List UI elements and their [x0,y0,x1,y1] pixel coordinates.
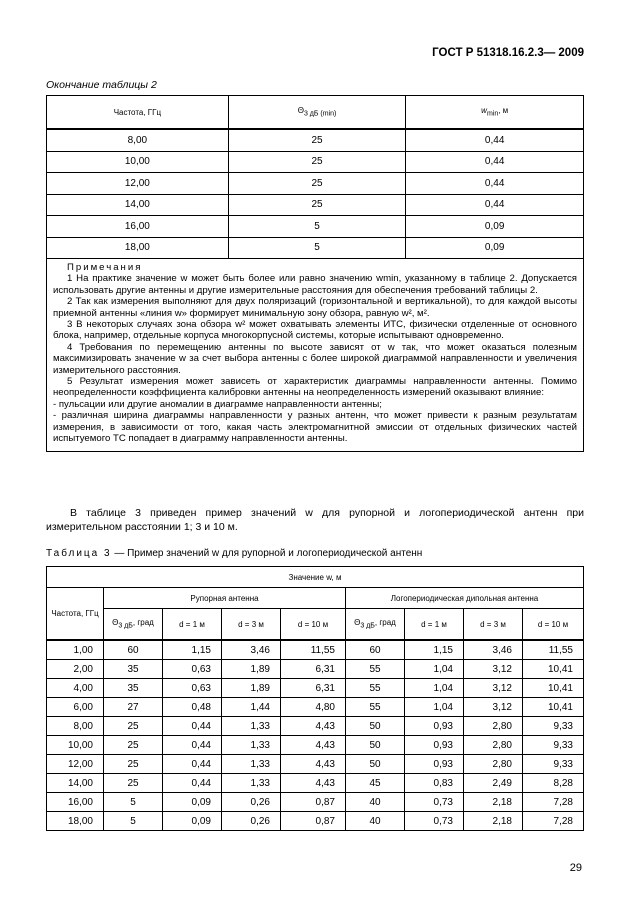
table-cell: 18,00 [47,812,104,831]
table-cell: 1,00 [47,640,104,660]
table-cell: 55 [346,660,405,679]
table-cell: 0,09 [406,216,584,238]
table-row [47,698,584,717]
table-cell: 0,83 [405,774,464,793]
table-cell: 3,46 [222,640,281,660]
table-cell: 5 [104,793,163,812]
col-header-theta: $\Theta_{3 дБ (min)}$ [228,96,406,130]
table-cell: 2,49 [464,774,523,793]
table-row [47,151,584,173]
table-cell: 10,41 [523,679,584,698]
t3-d1-lpda: d = 1 м [405,609,464,641]
table-cell: 5 [228,237,406,259]
table-row [47,173,584,195]
table-cell: 8,00 [47,129,229,151]
page-number: 29 [569,862,582,874]
table-cell: 25 [104,717,163,736]
table-cell: 4,43 [281,717,346,736]
table-cell: 10,41 [523,660,584,679]
table-cell: 0,44 [163,755,222,774]
document-id: ГОСТ Р 51318.16.2.3— 2009 [432,47,584,59]
table-cell: 7,28 [523,812,584,831]
table-3 [46,566,584,831]
col-header-freq: Частота, ГГц [47,96,229,130]
table-cell: 14,00 [47,774,104,793]
table-row [47,793,584,812]
table-cell: 1,33 [222,717,281,736]
t3-d10-lpda: d = 10 м [523,609,584,641]
table-cell: 25 [228,194,406,216]
table-row [47,679,584,698]
table-cell: 50 [346,755,405,774]
table-cell: 6,31 [281,679,346,698]
table-cell: 11,55 [523,640,584,660]
t3-theta-horn: $\Theta_{3 дБ}$, град [104,609,163,641]
table-cell: 5 [228,216,406,238]
table-cell: 2,80 [464,717,523,736]
table-cell: 0,09 [163,812,222,831]
table-cell: 0,44 [163,717,222,736]
table-cell: 9,33 [523,717,584,736]
table-cell: 25 [228,151,406,173]
table-2 [46,95,584,452]
table-row [47,812,584,831]
table-cell: 3,12 [464,660,523,679]
table-row [47,774,584,793]
table-cell: 0,73 [405,812,464,831]
table-cell: 0,48 [163,698,222,717]
table-cell: 3,12 [464,679,523,698]
table-cell: 50 [346,736,405,755]
table-cell: 0,09 [406,237,584,259]
table-cell: 0,87 [281,793,346,812]
table-row [47,736,584,755]
table-cell: 0,73 [405,793,464,812]
table-cell: 35 [104,679,163,698]
table3-caption: Таблица 3 — Пример значений w для рупорной и логопериодической антенн [46,548,423,559]
note-4: 4 Требования по перемещению антенны по высоте зависят от w так, что может оказаться полезным максимизировать значение w за счет выбора антенны с более широкой диаграммой направленности и увеличения измерительного расстояния. [53,341,577,376]
table-cell: 1,15 [163,640,222,660]
table-cell: 10,00 [47,736,104,755]
table-cell: 14,00 [47,194,229,216]
note-5-item-2: - различная ширина диаграммы направленности у разных антенн, что может привести к разным результатам измерения, в зависимости от того, какая часть электромагнитной эмиссии от отдельных физических частей испытуемого ТС попадает в диаграмму направленности антенны. [53,410,577,445]
table-cell: 2,18 [464,812,523,831]
t3-header-freq: Частота, ГГц [47,588,104,641]
table-cell: 40 [346,812,405,831]
table-cell: 40 [346,793,405,812]
table-cell: 1,33 [222,736,281,755]
table-row [47,717,584,736]
table-cell: 55 [346,698,405,717]
note-2: 2 Так как измерения выполняют для двух поляризаций (горизонтальной и вертикальной), то для каждой высоты приемной антенны «линия w» формирует минимальную зону обзора, равную w², м². [53,296,577,319]
t3-d10-horn: d = 10 м [281,609,346,641]
table-cell: 1,44 [222,698,281,717]
t3-theta-lpda: $\Theta_{3 дБ}$, град [346,609,405,641]
table-cell: 4,43 [281,736,346,755]
table-cell: 11,55 [281,640,346,660]
table-cell: 2,80 [464,755,523,774]
note-5-item-1: - пульсации или другие аномалии в диаграмме направленности антенны; [53,398,382,410]
table-cell: 16,00 [47,793,104,812]
table-cell: 0,44 [406,151,584,173]
table-cell: 45 [346,774,405,793]
table-cell: 10,41 [523,698,584,717]
table-cell: 60 [346,640,405,660]
table-cell: 9,33 [523,736,584,755]
body-paragraph: В таблице 3 приведен пример значений w для рупорной и логопериодической антенн при измерительном расстоянии 1; 3 и 10 м. [46,507,584,533]
table-cell: 60 [104,640,163,660]
table-cell: 1,04 [405,660,464,679]
t3-group-lpda: Логопериодическая дипольная антенна [346,588,584,609]
table-cell: 9,33 [523,755,584,774]
table-cell: 0,44 [406,129,584,151]
table-row [47,216,584,238]
table2-caption: Окончание таблицы 2 [46,79,157,91]
table-row [47,237,584,259]
table-cell: 3,46 [464,640,523,660]
table-cell: 12,00 [47,755,104,774]
note-1: 1 На практике значение w может быть более или равно значению wmin, указанному в таблице 2. Допускается использовать другие антенны и другие измерительные расстояния для обеспечения требований таблицы 2. [53,273,577,296]
t3-header-top: Значение w, м [47,567,584,588]
table-cell: 0,44 [406,194,584,216]
table-cell: 1,33 [222,774,281,793]
table-cell: 0,93 [405,755,464,774]
table-cell: 10,00 [47,151,229,173]
table-cell: 1,15 [405,640,464,660]
table-cell: 4,43 [281,774,346,793]
table-cell: 25 [104,755,163,774]
table-cell: 0,26 [222,793,281,812]
notes-title: Примечания [67,262,143,273]
table-cell: 18,00 [47,237,229,259]
table-cell: 25 [228,129,406,151]
t3-group-horn: Рупорная антенна [104,588,346,609]
table-cell: 1,89 [222,660,281,679]
table-cell: 2,00 [47,660,104,679]
col-header-wmin: $w_{min}$, м [406,96,584,130]
table-cell: 4,43 [281,755,346,774]
table-cell: 27 [104,698,163,717]
table-cell: 50 [346,717,405,736]
table-cell: 55 [346,679,405,698]
table-cell: 3,12 [464,698,523,717]
table-cell: 2,80 [464,736,523,755]
table-cell: 4,00 [47,679,104,698]
table-cell: 8,28 [523,774,584,793]
table-row [47,129,584,151]
table-cell: 6,31 [281,660,346,679]
note-3: 3 В некоторых случаях зона обзора w² может охватывать элементы ИТС, физически отделенные от основного блока, например, отдельные корпуса многокорпусной системы, которые испытывают одновременно. [53,319,577,342]
table-cell: 12,00 [47,173,229,195]
table-cell: 0,44 [406,173,584,195]
table-cell: 7,28 [523,793,584,812]
table-cell: 0,63 [163,679,222,698]
table-cell: 5 [104,812,163,831]
note-5: 5 Результат измерения может зависеть от характеристик диаграммы направленности антенны. Помимо неопределенности коэффициента калибровки антенны на неопределенность измерений оказывают влияние: [53,376,577,399]
table-cell: 25 [104,774,163,793]
table-row [47,755,584,774]
table-row [47,660,584,679]
table-cell: 0,93 [405,736,464,755]
t3-d3-horn: d = 3 м [222,609,281,641]
table-cell: 0,44 [163,736,222,755]
table-cell: 1,04 [405,679,464,698]
table2-notes [47,259,584,452]
table-cell: 4,80 [281,698,346,717]
table-cell: 8,00 [47,717,104,736]
t3-d1-horn: d = 1 м [163,609,222,641]
table-cell: 1,89 [222,679,281,698]
table-cell: 2,18 [464,793,523,812]
table-cell: 0,09 [163,793,222,812]
table-row [47,640,584,660]
table-cell: 1,04 [405,698,464,717]
table-cell: 25 [228,173,406,195]
table-cell: 0,63 [163,660,222,679]
table-cell: 6,00 [47,698,104,717]
t3-d3-lpda: d = 3 м [464,609,523,641]
table-cell: 25 [104,736,163,755]
table-cell: 0,93 [405,717,464,736]
table-cell: 0,44 [163,774,222,793]
table-cell: 1,33 [222,755,281,774]
table-cell: 0,26 [222,812,281,831]
table-cell: 16,00 [47,216,229,238]
table-cell: 35 [104,660,163,679]
table-row [47,194,584,216]
table-cell: 0,87 [281,812,346,831]
